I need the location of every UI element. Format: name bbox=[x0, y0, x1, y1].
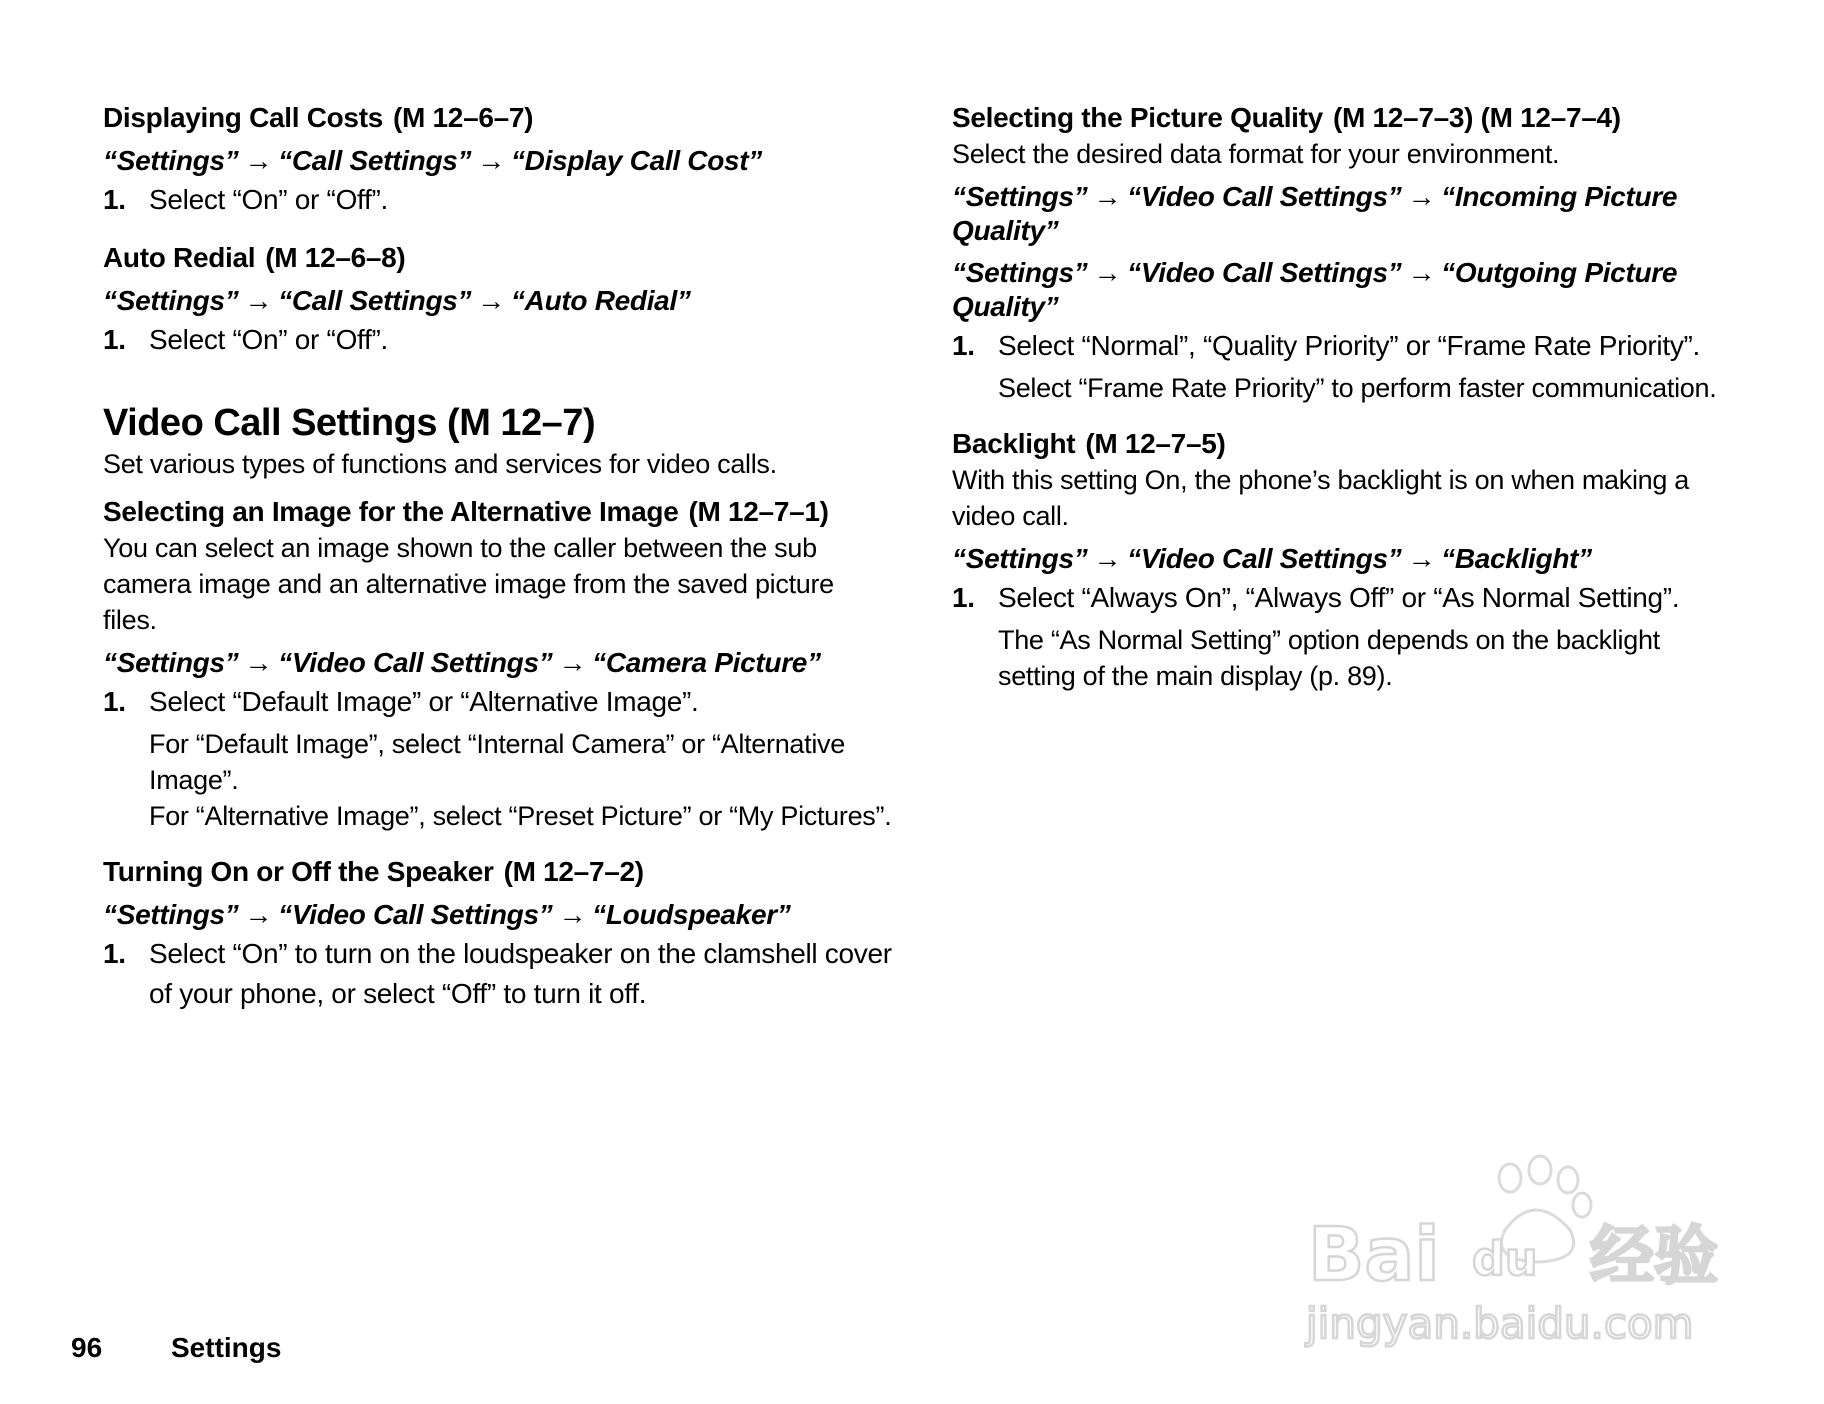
arrow-icon: → bbox=[1407, 257, 1436, 288]
step-1 bbox=[103, 320, 893, 360]
menu-path bbox=[952, 180, 1742, 248]
arrow-icon: → bbox=[1407, 543, 1436, 574]
menu-path bbox=[952, 256, 1742, 324]
heading-backlight bbox=[952, 426, 1742, 462]
path-item: “Auto Redial” bbox=[510, 285, 691, 316]
step-number: 1. bbox=[952, 582, 975, 613]
heading-display-call-costs bbox=[103, 100, 893, 136]
menu-code: (M 12–7–2) bbox=[503, 856, 644, 887]
path-item: “Loudspeaker” bbox=[592, 899, 791, 930]
arrow-icon: → bbox=[558, 647, 587, 678]
menu-path bbox=[103, 646, 893, 680]
arrow-icon: → bbox=[1093, 257, 1122, 288]
path-item: “Settings” bbox=[103, 145, 239, 176]
step-text: Select “Normal”, “Quality Priority” or “Frame Rate Priority”. bbox=[998, 330, 1701, 361]
path-item: “Video Call Settings” bbox=[278, 899, 553, 930]
menu-code: (M 12–6–7) bbox=[393, 102, 534, 133]
menu-path bbox=[103, 898, 893, 932]
arrow-icon: → bbox=[244, 647, 273, 678]
footer-section: Settings bbox=[171, 1332, 282, 1363]
step-note: For “Alternative Image”, select “Preset Picture” or “My Pictures”. bbox=[149, 801, 892, 831]
arrow-icon: → bbox=[1093, 543, 1122, 574]
watermark-brand: Bai bbox=[1308, 1212, 1440, 1298]
right-column bbox=[952, 100, 1742, 694]
menu-code: (M 12–6–8) bbox=[265, 242, 406, 273]
path-item: “Call Settings” bbox=[278, 145, 472, 176]
path-item: “Settings” bbox=[103, 285, 239, 316]
heading-title: Backlight bbox=[952, 428, 1076, 459]
heading-title: Selecting the Picture Quality bbox=[952, 102, 1323, 133]
heading-alternative-image bbox=[103, 494, 893, 530]
menu-code: (M 12–7–3) (M 12–7–4) bbox=[1332, 102, 1621, 133]
path-item: “Settings” bbox=[103, 899, 239, 930]
step-1 bbox=[103, 180, 893, 220]
heading-auto-redial bbox=[103, 240, 893, 276]
section-description: Select the desired data format for your environment. bbox=[952, 139, 1560, 169]
heading-speaker bbox=[103, 854, 893, 890]
path-item: “Incoming Picture Quality” bbox=[952, 181, 1678, 246]
path-item: “Camera Picture” bbox=[592, 647, 821, 678]
path-item: “Settings” bbox=[952, 181, 1088, 212]
menu-path bbox=[952, 542, 1742, 576]
heading-title: Turning On or Off the Speaker bbox=[103, 856, 494, 887]
step-text: Select “On” or “Off”. bbox=[149, 324, 389, 355]
step-note: For “Default Image”, select “Internal Camera” or “Alternative Image”. bbox=[149, 729, 845, 795]
menu-path bbox=[103, 284, 893, 318]
step-number: 1. bbox=[952, 330, 975, 361]
path-item: “Video Call Settings” bbox=[1127, 543, 1402, 574]
page-number: 96 bbox=[71, 1332, 103, 1363]
step-number: 1. bbox=[103, 184, 126, 215]
path-item: “Backlight” bbox=[1441, 543, 1592, 574]
path-item: “Settings” bbox=[952, 257, 1088, 288]
step-1 bbox=[952, 326, 1742, 366]
arrow-icon: → bbox=[558, 899, 587, 930]
step-text: Select “On” to turn on the loudspeaker on the clamshell cover of your phone, or select “Off” to turn it off. bbox=[149, 938, 892, 1009]
section-description: Set various types of functions and services for video calls. bbox=[103, 449, 777, 479]
watermark-brand: du bbox=[1472, 1232, 1538, 1286]
arrow-icon: → bbox=[244, 145, 273, 176]
path-item: “Display Call Cost” bbox=[510, 145, 762, 176]
step-number: 1. bbox=[103, 686, 126, 717]
arrow-icon: → bbox=[1093, 181, 1122, 212]
section-description: With this setting On, the phone’s backlight is on when making a video call. bbox=[952, 465, 1690, 531]
step-text: Select “Always On”, “Always Off” or “As Normal Setting”. bbox=[998, 582, 1680, 613]
heading-video-call-settings: Video Call Settings (M 12–7) bbox=[103, 402, 596, 444]
watermark-brand: 经验 bbox=[1590, 1220, 1718, 1294]
path-item: “Settings” bbox=[952, 543, 1088, 574]
arrow-icon: → bbox=[244, 899, 273, 930]
path-item: “Outgoing Picture Quality” bbox=[952, 257, 1678, 322]
menu-code: (M 12–7–5) bbox=[1085, 428, 1226, 459]
step-1 bbox=[103, 934, 893, 1014]
step-note: Select “Frame Rate Priority” to perform faster communication. bbox=[998, 373, 1717, 403]
baidu-watermark-logo bbox=[1300, 1150, 1760, 1350]
path-item: “Video Call Settings” bbox=[1127, 257, 1402, 288]
arrow-icon: → bbox=[477, 285, 505, 316]
left-column bbox=[103, 100, 893, 1014]
path-item: “Video Call Settings” bbox=[1127, 181, 1402, 212]
arrow-icon: → bbox=[477, 145, 505, 176]
menu-code: (M 12–7–1) bbox=[688, 496, 829, 527]
step-1 bbox=[103, 682, 893, 722]
step-1 bbox=[952, 578, 1742, 618]
path-item: “Call Settings” bbox=[278, 285, 472, 316]
step-note: The “As Normal Setting” option depends on the backlight setting of the main display (p. 89). bbox=[998, 625, 1660, 691]
menu-path bbox=[103, 144, 893, 178]
watermark-url: jingyan.baidu.com bbox=[1306, 1299, 1694, 1348]
step-number: 1. bbox=[103, 938, 126, 969]
arrow-icon: → bbox=[244, 285, 273, 316]
heading-picture-quality bbox=[952, 100, 1742, 136]
heading-title: Selecting an Image for the Alternative Image bbox=[103, 496, 679, 527]
section-description: You can select an image shown to the caller between the sub camera image and an alternative image from the saved picture files. bbox=[103, 533, 834, 635]
step-text: Select “Default Image” or “Alternative Image”. bbox=[149, 686, 699, 717]
heading-title: Auto Redial bbox=[103, 242, 256, 273]
step-text: Select “On” or “Off”. bbox=[149, 184, 389, 215]
path-item: “Settings” bbox=[103, 647, 239, 678]
heading-title: Displaying Call Costs bbox=[103, 102, 383, 133]
arrow-icon: → bbox=[1407, 181, 1436, 212]
page-footer bbox=[71, 1330, 281, 1366]
path-item: “Video Call Settings” bbox=[278, 647, 553, 678]
step-number: 1. bbox=[103, 324, 126, 355]
